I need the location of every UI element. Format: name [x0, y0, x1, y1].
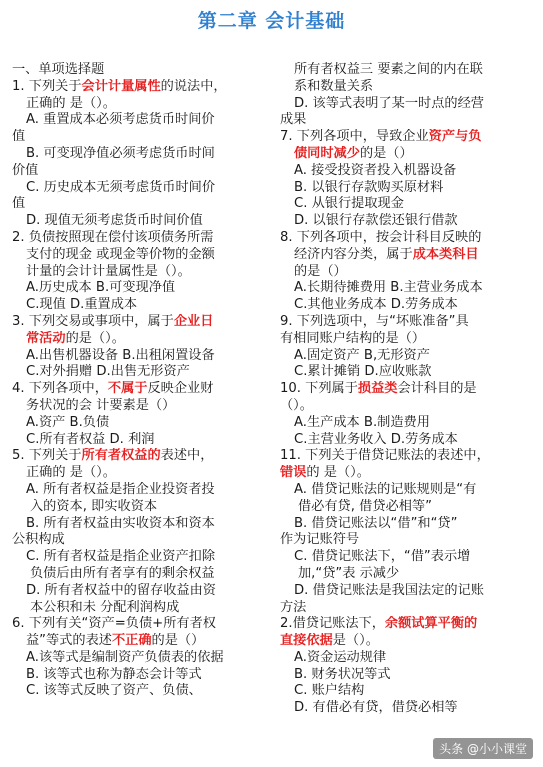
text-line	[12, 297, 274, 314]
highlight-keyword: 不属于	[107, 381, 148, 397]
text-segment: 经济内容分类，属于	[294, 246, 413, 262]
text-line	[280, 683, 536, 700]
text-segment: 值	[12, 196, 26, 212]
text-line	[280, 600, 536, 617]
highlight-keyword: 所有者权益的	[81, 448, 161, 464]
text-segment: C.现值 D.重置成本	[26, 297, 138, 313]
text-segment: D. 所有者权益中的留存收益由资	[26, 582, 216, 598]
text-segment: 反映企业财	[147, 381, 214, 397]
text-line	[12, 348, 274, 365]
text-line	[12, 381, 274, 398]
text-segment: C.累计摊销 D.应收账款	[294, 364, 432, 380]
text-segment: 8. 下列各项中，按会计科目反映的	[280, 229, 482, 245]
text-line	[280, 650, 536, 667]
text-line	[280, 112, 536, 129]
text-line	[280, 163, 536, 180]
text-line	[12, 331, 274, 348]
text-line	[12, 432, 274, 449]
text-segment: 的是（）	[359, 145, 413, 161]
highlight-keyword: 不正确	[111, 633, 152, 649]
page-title: 第二章 会计基础	[197, 10, 346, 32]
text-segment: 2.借贷记账法下，	[280, 616, 385, 632]
text-segment: B. 所有者权益由实收资本和资本	[26, 515, 215, 531]
text-segment: D. 有借必有贷，借贷必相等	[294, 700, 458, 716]
text-line	[280, 448, 536, 465]
text-line	[280, 247, 536, 264]
text-line	[280, 314, 536, 331]
text-line	[12, 180, 274, 197]
text-line	[280, 213, 536, 230]
text-line	[12, 213, 274, 230]
text-line	[280, 96, 536, 113]
text-line	[280, 381, 536, 398]
highlight-keyword: 余额试算平衡的	[384, 616, 478, 632]
text-line	[12, 465, 274, 482]
text-segment: 负债后由所有者享有的剩余权益	[30, 565, 215, 581]
text-segment: 益”等式的表述	[26, 633, 112, 649]
text-line	[280, 62, 536, 79]
text-segment: 的 是（）。	[306, 465, 370, 481]
text-line	[12, 583, 274, 600]
text-line	[12, 146, 274, 163]
text-line	[280, 280, 536, 297]
text-line	[280, 364, 536, 381]
text-segment: 作为记账符号	[280, 532, 360, 548]
text-line	[12, 398, 274, 415]
text-segment: C. 从银行提取现金	[294, 196, 404, 212]
text-line	[12, 79, 274, 96]
highlight-keyword: 会计计量属性	[81, 78, 161, 94]
text-line	[280, 516, 536, 533]
text-line	[280, 398, 536, 415]
text-segment: A.该等式是编制资产负债表的依据	[26, 649, 224, 665]
text-line	[12, 516, 274, 533]
highlight-keyword: 常活动	[26, 330, 66, 346]
text-line	[280, 196, 536, 213]
text-segment: 正确的 是（）。	[26, 95, 116, 111]
text-line	[12, 499, 274, 516]
text-segment: 5. 下列关于	[12, 448, 82, 464]
text-line	[280, 129, 536, 146]
text-segment: B. 以银行存款购买原材料	[294, 179, 444, 195]
text-line	[12, 448, 274, 465]
text-line	[12, 163, 274, 180]
text-line	[12, 532, 274, 549]
text-line	[280, 616, 536, 633]
text-segment: 11. 下列关于借贷记账法的表述中，	[280, 448, 490, 464]
right-column	[280, 62, 536, 717]
text-segment: A.长期待摊费用 B.主营业务成本	[294, 280, 483, 296]
text-segment: C.其他业务成本 D.劳务成本	[294, 297, 458, 313]
text-line	[280, 264, 536, 281]
text-segment: 借必有贷, 借贷必相等”	[298, 498, 432, 514]
text-segment: B. 财务状况等式	[294, 666, 391, 682]
text-segment: C.对外捐赠 D.出售无形资产	[26, 364, 190, 380]
text-line	[280, 331, 536, 348]
text-segment: 的说法中，	[160, 78, 227, 94]
text-line	[12, 633, 274, 650]
highlight-keyword: 损益类	[357, 381, 398, 397]
text-line	[280, 465, 536, 482]
text-segment: A. 所有者权益是指企业投资者投	[26, 481, 215, 497]
text-segment: 务状况的会 计要素是（）	[26, 397, 176, 413]
text-segment: 7. 下列各项中，导致企业	[280, 129, 429, 145]
text-line	[12, 549, 274, 566]
text-segment: 3. 下列交易或事项中，属于	[12, 313, 174, 329]
text-line	[280, 633, 536, 650]
text-segment: （）。	[280, 397, 313, 413]
text-line	[280, 79, 536, 96]
text-segment: D. 以银行存款偿还银行借款	[294, 213, 458, 229]
text-line	[12, 683, 274, 700]
text-segment: C.主营业务收入 D.劳务成本	[294, 431, 458, 447]
text-segment: 表述中，	[160, 448, 214, 464]
text-segment: A. 接受投资者投入机器设备	[294, 162, 457, 178]
text-segment: 加,“贷”表 示减少	[298, 565, 400, 581]
text-line	[280, 180, 536, 197]
text-segment: A.固定资产 B,无形资产	[294, 347, 430, 363]
text-line	[280, 566, 536, 583]
text-segment: C.所有者权益 D. 利润	[26, 431, 155, 447]
text-line	[280, 700, 536, 717]
text-line	[12, 247, 274, 264]
text-segment: C. 历史成本无须考虑货币时间价	[26, 179, 216, 195]
text-line	[12, 650, 274, 667]
text-segment: B. 可变现净值必须考虑货币时间	[26, 145, 215, 161]
text-line	[12, 196, 274, 213]
text-line	[12, 264, 274, 281]
text-line	[280, 667, 536, 684]
text-line	[12, 415, 274, 432]
text-segment: A. 重置成本必须考虑货币时间价	[26, 112, 215, 128]
text-segment: 有相同账户结构的是（）	[280, 330, 426, 346]
text-line	[280, 532, 536, 549]
text-segment: 6. 下列有关“资产=负债+所有者权	[12, 616, 216, 632]
text-segment: 4. 下列各项中，	[12, 381, 108, 397]
text-segment: 所有者权益三 要素之间的内在联	[294, 62, 483, 77]
text-segment: D. 借贷记账法是我国法定的记账	[294, 582, 484, 598]
text-segment: 的是（）	[294, 263, 347, 279]
watermark-label: 头条 @小小课堂	[433, 738, 533, 759]
text-line	[12, 616, 274, 633]
text-line	[280, 146, 536, 163]
highlight-keyword: 企业日	[173, 313, 214, 329]
highlight-keyword: 成本类科目	[412, 246, 479, 262]
text-line	[12, 566, 274, 583]
text-line	[12, 600, 274, 617]
text-line	[12, 230, 274, 247]
text-segment: 入的资本, 即实收资本	[30, 498, 158, 514]
text-segment: 本公积和未 分配利润构成	[30, 599, 180, 615]
text-line	[280, 549, 536, 566]
text-segment: 一、单项选择题	[12, 62, 105, 77]
text-line	[280, 415, 536, 432]
text-line	[12, 364, 274, 381]
text-line	[12, 280, 274, 297]
text-segment: D. 现值无须考虑货币时间价值	[26, 213, 203, 229]
text-line	[280, 348, 536, 365]
text-line	[280, 432, 536, 449]
highlight-keyword: 错误	[280, 465, 307, 481]
highlight-keyword: 债同时减少	[294, 145, 360, 161]
text-segment: 值	[12, 129, 26, 145]
text-segment: 2. 负债按照现在偿付该项债务所需	[12, 229, 214, 245]
text-segment: 支付的现金 或现金等价物的金额	[26, 246, 215, 262]
text-line	[280, 499, 536, 516]
highlight-keyword: 资产与负	[428, 129, 482, 145]
text-segment: A.资金运动规律	[294, 649, 387, 665]
text-segment: B. 借贷记账法以“借”和“贷”	[294, 515, 458, 531]
text-segment: 是（）。	[332, 633, 379, 649]
text-line	[280, 482, 536, 499]
text-segment: 9. 下列选项中，与“坏账准备”具	[280, 313, 469, 329]
text-segment: A.历史成本 B.可变现净值	[26, 280, 176, 296]
text-line	[12, 482, 274, 499]
text-segment: B. 该等式也称为静态会计等式	[26, 666, 202, 682]
text-segment: C. 所有者权益是指企业资产扣除	[26, 549, 216, 565]
text-line	[12, 62, 274, 79]
text-segment: D. 该等式表明了某一时点的经营	[294, 95, 484, 111]
text-segment: 公积构成	[12, 532, 65, 548]
text-line	[12, 667, 274, 684]
text-line	[280, 583, 536, 600]
text-segment: 正确的 是（）。	[26, 465, 116, 481]
text-segment: A.出售机器设备 B.出租闲置设备	[26, 347, 215, 363]
text-segment: 10. 下列属于	[280, 381, 358, 397]
text-segment: C. 该等式反映了资产、负债、	[26, 683, 202, 699]
text-line	[280, 230, 536, 247]
text-line	[280, 297, 536, 314]
text-line	[12, 129, 274, 146]
text-segment: A. 借贷记账法的记账规则是“有	[294, 481, 477, 497]
text-segment: 价值	[12, 162, 39, 178]
text-segment: A.资产 B.负债	[26, 414, 110, 430]
text-segment: C. 账户结构	[294, 683, 365, 699]
text-segment: 会计科目的是	[397, 381, 477, 397]
text-segment: C. 借贷记账法下，“借”表示增	[294, 549, 471, 565]
text-line	[12, 112, 274, 129]
text-segment: 的是（）。	[65, 330, 125, 346]
text-segment: 成果	[280, 112, 307, 128]
left-column	[12, 62, 274, 700]
text-line	[12, 96, 274, 113]
text-segment: A.生产成本 B.制造费用	[294, 414, 430, 430]
text-segment: 的是（）	[151, 633, 205, 649]
text-segment: 方法	[280, 599, 307, 615]
text-line	[12, 314, 274, 331]
text-segment: 1. 下列关于	[12, 78, 82, 94]
highlight-keyword: 直接依据	[280, 633, 333, 649]
text-segment: 计量的会计计量属性是（）。	[26, 263, 191, 279]
text-segment: 系和数量关系	[294, 78, 374, 94]
